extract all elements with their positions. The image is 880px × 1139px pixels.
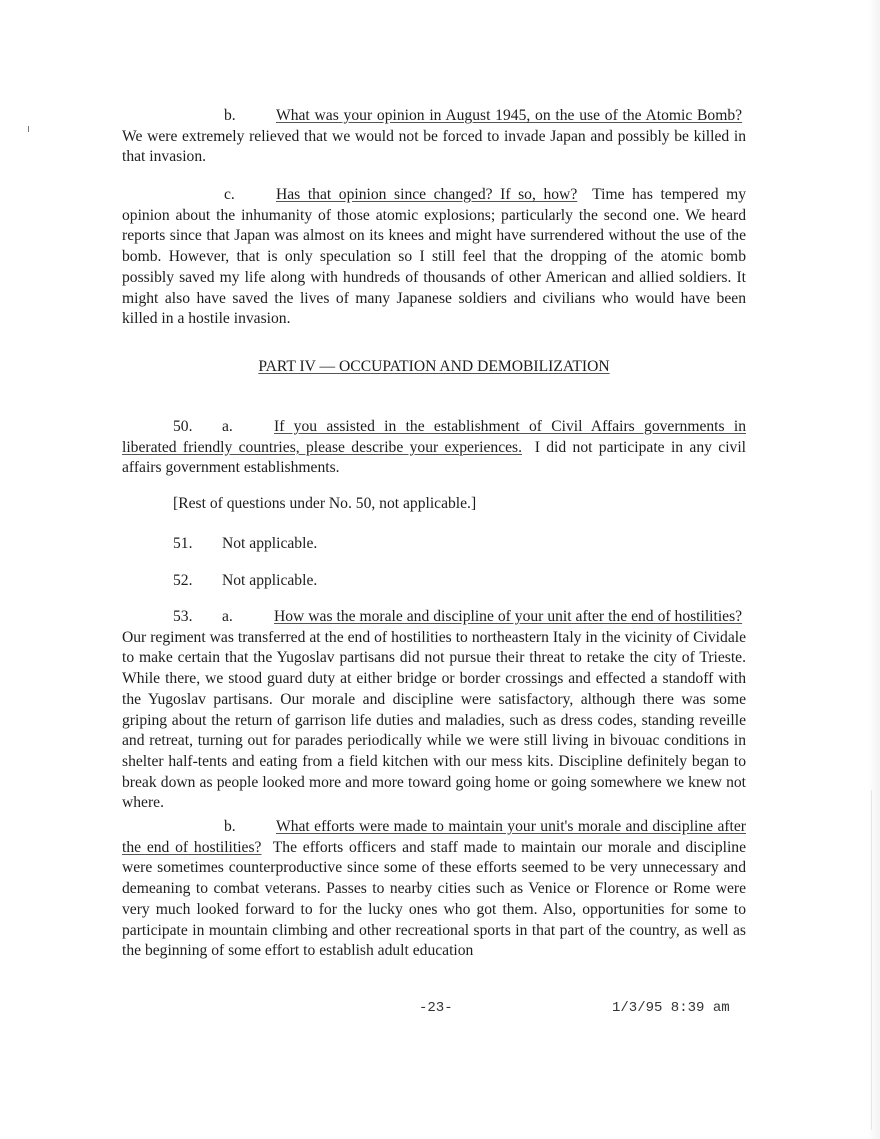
question-number: 53. (173, 608, 193, 625)
scan-edge-shadow (868, 0, 880, 1139)
question-text: What efforts were made to maintain your unit's morale and discipline after the end of hostilities? (122, 818, 746, 856)
paragraph-question-53b (122, 817, 746, 962)
item-label: a. (222, 608, 233, 625)
page-number: -23- (419, 1000, 453, 1016)
answer-text: The efforts officers and staff made to maintain our morale and discipline were sometimes counterproductive since some of these efforts seemed to be very unnecessary and demeaning to combat veterans. Passes to nearby cities such as Venice or Florence or Rome were very much looked forward to for the lucky ones who got them. Also, opportunities for some to participate in mountain climbing and other recreational sports in that part of the country, as well as the beginning of some effort to establish adult education (122, 838, 747, 960)
answer-text: Not applicable. (222, 535, 318, 552)
section-heading-text: PART IV — OCCUPATION AND DEMOBILIZATION (258, 358, 610, 375)
print-timestamp: 1/3/95 8:39 am (612, 1000, 730, 1016)
question-text: What was your opinion in August 1945, on the use of the Atomic Bomb? (276, 107, 743, 124)
section-heading (122, 357, 746, 377)
question-number: 51. (173, 535, 193, 552)
question-text: Has that opinion since changed? If so, how? (276, 186, 578, 203)
item-51 (173, 534, 317, 554)
item-label: b. (224, 818, 236, 835)
question-number: 52. (173, 572, 193, 589)
answer-text: I did not participate in any civil affairs government establishments. (122, 438, 746, 477)
answer-text: We were extremely relieved that we would not be forced to invade Japan and possibly be killed in that invasion. (122, 127, 746, 166)
item-label: a. (222, 418, 233, 435)
item-label: c. (224, 186, 235, 203)
note-text: [Rest of questions under No. 50, not applicable.] (173, 495, 477, 512)
scan-artifact-line (871, 790, 872, 1130)
question-number: 50. (173, 418, 193, 435)
answer-text: Our regiment was transferred at the end of hostilities to northeastern Italy in the vicinity of Cividale to make certain that the Yugoslav partisans did not pursue their threat to retake the city of Trieste. While there, we stood guard duty at either bridge or border crossings and effected a standoff with the Yugoslav partisans. Our morale and discipline were satisfactory, although there was some griping about the return of garrison life duties and maladies, such as dress codes, standing reveille and retreat, turning out for parades periodically while we were still living in bivouac conditions in shelter half-tents and eating from a field kitchen with our mess kits. Discipline definitely began to break down as people looked more and more toward going home or going somewhere we knew not where. (122, 628, 746, 812)
question-text: How was the morale and discipline of your unit after the end of hostilities? (274, 608, 743, 625)
answer-text: Time has tempered my opinion about the inhumanity of those atomic explosions; particularly the second one. We heard reports since that Japan was almost on its knees and might have surrendered without the use of the bomb. However, that is only speculation so I still feel that the dropping of the atomic bomb possibly saved my life along with hundreds of thousands of other American and allied soldiers. It might also have saved the lives of many Japanese soldiers and civilians who would have been killed in a hostile invasion. (122, 186, 747, 328)
paragraph-question-50a (122, 417, 746, 479)
paragraph-atomic-opinion-c (122, 185, 746, 330)
question-text: If you assisted in the establishment of Civil Affairs governments in liberated friendly countries, please describe your experiences. (122, 418, 746, 456)
paragraph-question-53a (122, 607, 746, 814)
margin-mark (28, 126, 29, 132)
item-label: b. (224, 107, 236, 124)
item-52 (173, 571, 317, 591)
paragraph-atomic-opinion-b (122, 106, 746, 168)
answer-text: Not applicable. (222, 572, 318, 589)
